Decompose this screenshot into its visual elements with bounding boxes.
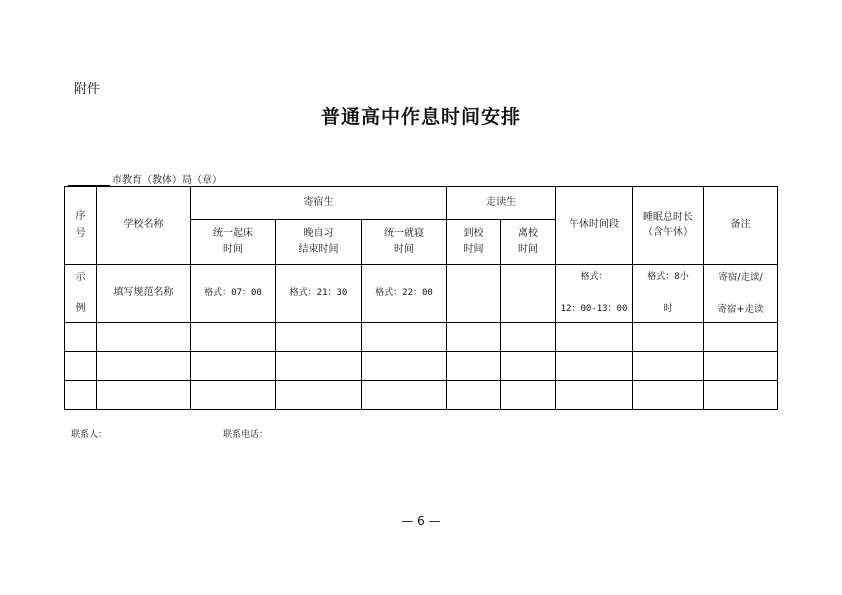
contact-phone-label: 联系电话： [223, 430, 269, 440]
blank-cell[interactable] [556, 323, 633, 352]
blank-cell[interactable] [501, 381, 556, 410]
attachment-label: 附件 [74, 82, 101, 97]
example-bedtime: 格式：22：00 [362, 265, 447, 323]
example-arrive [447, 265, 501, 323]
example-school-name: 填写规范名称 [97, 265, 191, 323]
document-title: 普通高中作息时间安排 [320, 106, 521, 128]
blank-cell[interactable] [362, 352, 447, 381]
header-day-group: 走读生 [447, 187, 556, 220]
example-noon-rest: 格式： 12：00-13：00 [556, 265, 633, 323]
blank-row [65, 381, 778, 410]
blank-cell[interactable] [276, 323, 362, 352]
blank-cell[interactable] [447, 323, 501, 352]
blank-row [65, 323, 778, 352]
issuer-text: 市教育（教体）局（章） [112, 175, 222, 186]
header-remarks: 备注 [704, 187, 778, 265]
blank-cell[interactable] [97, 323, 191, 352]
example-seq: 示 例 [65, 265, 97, 323]
issuer-line [68, 171, 222, 186]
blank-cell[interactable] [65, 381, 97, 410]
blank-cell[interactable] [704, 323, 778, 352]
blank-cell[interactable] [97, 381, 191, 410]
blank-cell[interactable] [191, 381, 276, 410]
blank-cell[interactable] [65, 352, 97, 381]
example-sleep-total: 格式：8小 时 [633, 265, 704, 323]
blank-cell[interactable] [276, 352, 362, 381]
blank-cell[interactable] [276, 381, 362, 410]
header-study-end: 晚自习 结束时间 [276, 220, 362, 265]
example-remarks: 寄宿/走读/ 寄宿+走读 [704, 265, 778, 323]
blank-cell[interactable] [704, 352, 778, 381]
example-study-end: 格式：21：30 [276, 265, 362, 323]
header-seq: 序 号 [65, 187, 97, 265]
header-boarding-group: 寄宿生 [191, 187, 447, 220]
blank-row [65, 352, 778, 381]
blank-cell[interactable] [65, 323, 97, 352]
blank-cell[interactable] [633, 381, 704, 410]
header-wakeup: 统一起床 时间 [191, 220, 276, 265]
blank-cell[interactable] [633, 323, 704, 352]
blank-cell[interactable] [191, 352, 276, 381]
contact-person-label: 联系人： [71, 430, 108, 440]
header-sleep-total: 睡眠总时长 （含午休） [633, 187, 704, 265]
blank-cell[interactable] [501, 352, 556, 381]
header-school-name: 学校名称 [97, 187, 191, 265]
header-noon-rest: 午休时间段 [556, 187, 633, 265]
blank-cell[interactable] [633, 352, 704, 381]
example-wakeup: 格式：07：00 [191, 265, 276, 323]
header-arrive: 到校 时间 [447, 220, 501, 265]
blank-cell[interactable] [704, 381, 778, 410]
blank-cell[interactable] [191, 323, 276, 352]
blank-cell[interactable] [362, 323, 447, 352]
page-number: — 6 — [401, 514, 441, 528]
blank-cell[interactable] [556, 352, 633, 381]
schedule-table [64, 186, 778, 410]
blank-cell[interactable] [556, 381, 633, 410]
blank-cell[interactable] [362, 381, 447, 410]
header-leave: 离校 时间 [501, 220, 556, 265]
header-row-1 [65, 187, 778, 220]
header-bedtime: 统一就寝 时间 [362, 220, 447, 265]
blank-cell[interactable] [447, 352, 501, 381]
issuer-blank [68, 175, 110, 186]
example-row [65, 265, 778, 323]
blank-cell[interactable] [97, 352, 191, 381]
blank-cell[interactable] [501, 323, 556, 352]
example-leave [501, 265, 556, 323]
blank-cell[interactable] [447, 381, 501, 410]
